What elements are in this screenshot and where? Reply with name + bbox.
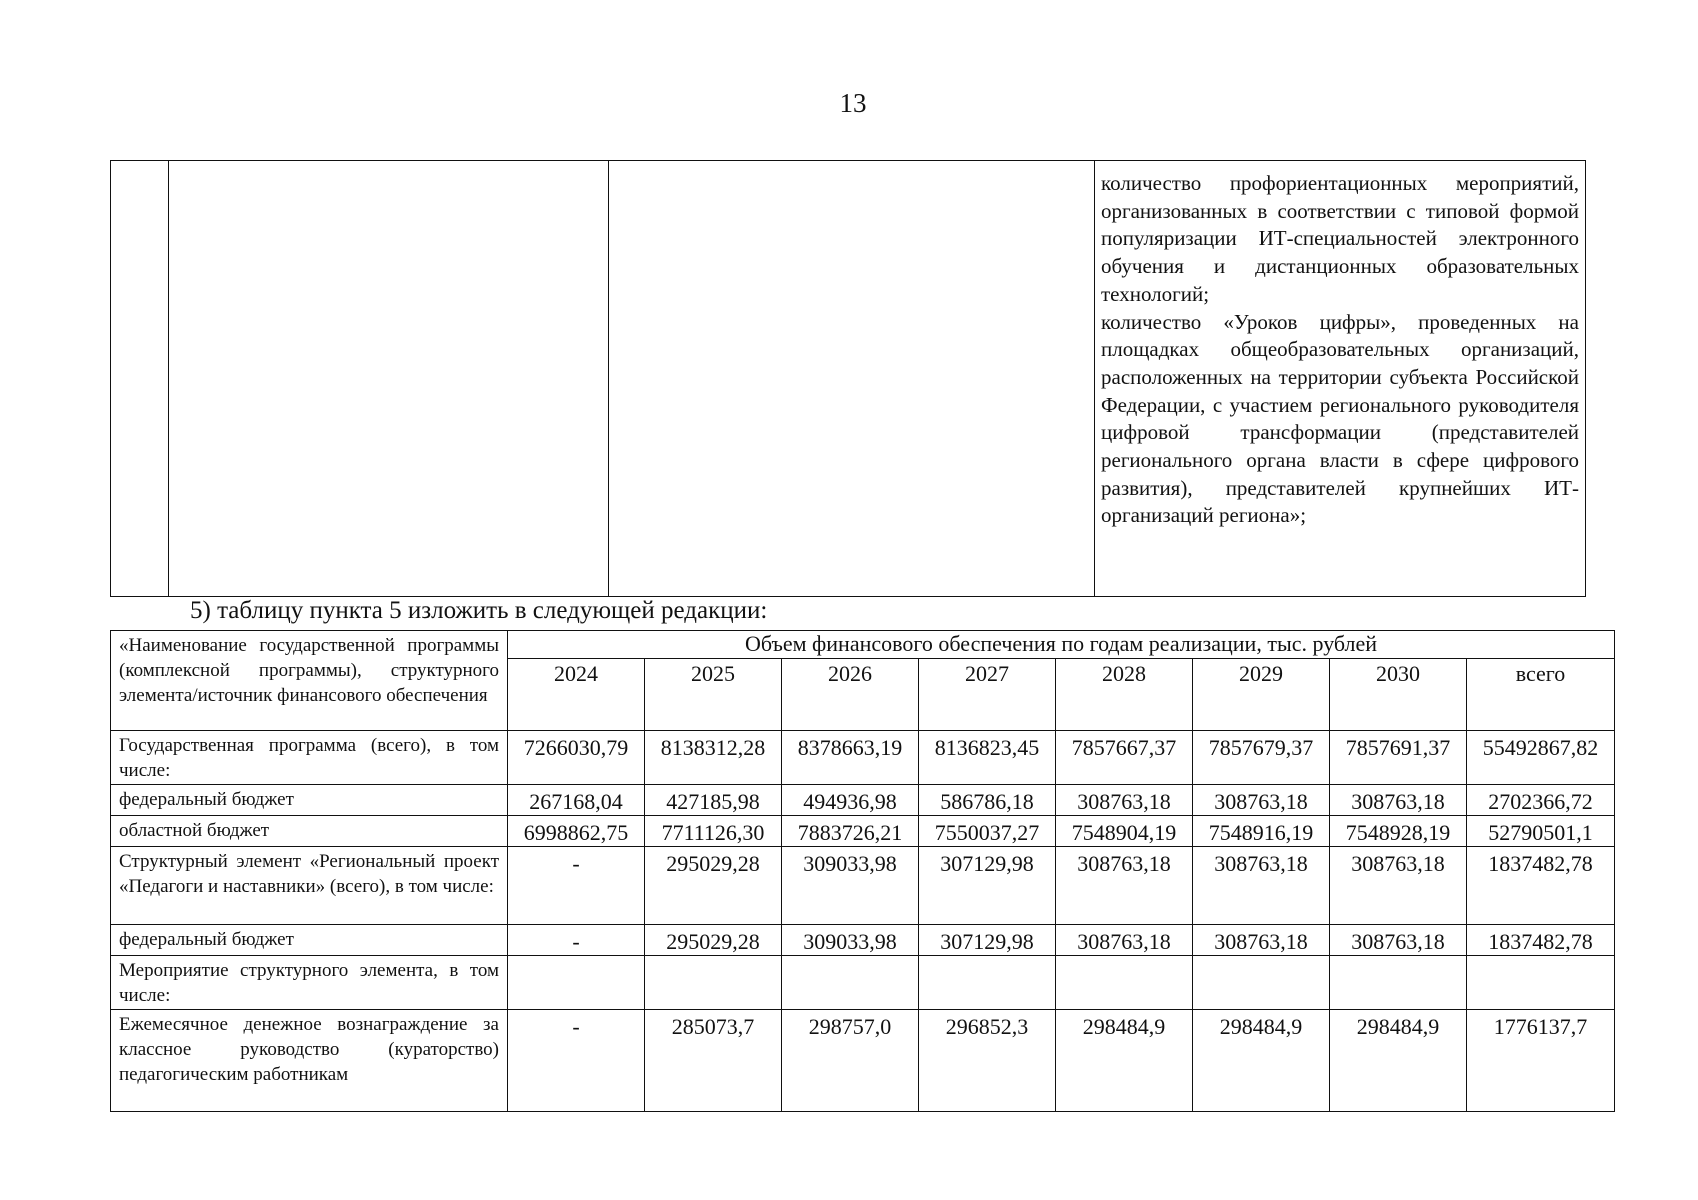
year-header: 2025 xyxy=(645,659,782,731)
value-cell: 295029,28 xyxy=(645,847,782,925)
value-cell xyxy=(508,956,645,1010)
total-cell: 1837482,78 xyxy=(1467,925,1615,956)
value-cell: 7857691,37 xyxy=(1330,731,1467,785)
year-header: 2024 xyxy=(508,659,645,731)
row-name: федеральный бюджет xyxy=(111,785,508,816)
value-cell: 295029,28 xyxy=(645,925,782,956)
value-cell xyxy=(919,956,1056,1010)
value-cell: - xyxy=(508,925,645,956)
finance-table xyxy=(110,630,1615,1112)
value-cell: 7548928,19 xyxy=(1330,816,1467,847)
year-header: 2028 xyxy=(1056,659,1193,731)
value-cell xyxy=(1056,956,1193,1010)
value-cell: 308763,18 xyxy=(1330,785,1467,816)
row-name: областной бюджет xyxy=(111,816,508,847)
value-cell: 308763,18 xyxy=(1330,847,1467,925)
value-cell: 7548916,19 xyxy=(1193,816,1330,847)
indicators-text xyxy=(1095,161,1585,534)
value-cell: 6998862,75 xyxy=(508,816,645,847)
table-row xyxy=(111,731,1615,785)
total-cell: 55492867,82 xyxy=(1467,731,1615,785)
value-cell: 298484,9 xyxy=(1056,1010,1193,1112)
total-cell xyxy=(1467,956,1615,1010)
cell-number-empty xyxy=(111,161,169,597)
table-row xyxy=(111,956,1615,1010)
value-cell: 8378663,19 xyxy=(782,731,919,785)
value-cell: 308763,18 xyxy=(1193,785,1330,816)
value-cell xyxy=(645,956,782,1010)
amendment-instruction: 5) таблицу пункта 5 изложить в следующей редакции: xyxy=(190,597,768,624)
year-header: 2027 xyxy=(919,659,1056,731)
value-cell: 298484,9 xyxy=(1330,1010,1467,1112)
name-column-header: «Наименование государственной программы (комплексной программы), структурного элемента/источник финансового обеспечения xyxy=(111,631,508,731)
value-cell: 8136823,45 xyxy=(919,731,1056,785)
value-cell: 7550037,27 xyxy=(919,816,1056,847)
value-cell: 586786,18 xyxy=(919,785,1056,816)
year-header: 2029 xyxy=(1193,659,1330,731)
value-cell: 309033,98 xyxy=(782,925,919,956)
row-name: Государственная программа (всего), в том числе: xyxy=(111,731,508,785)
indicator-paragraph: количество «Уроков цифры», проведенных на площадках общеобразовательных организаций, расположенных на территории субъекта Российской Федерации, с участием регионального руководителя цифровой трансформации (представителей регионального органа власти в сфере цифрового развития), представителей крупнейших ИТ-организаций региона»; xyxy=(1101,309,1579,528)
value-cell: 298757,0 xyxy=(782,1010,919,1112)
value-cell: 427185,98 xyxy=(645,785,782,816)
table-row xyxy=(111,816,1615,847)
value-cell: 267168,04 xyxy=(508,785,645,816)
value-cell: 308763,18 xyxy=(1330,925,1467,956)
header-row xyxy=(111,631,1615,659)
volume-header: Объем финансового обеспечения по годам реализации, тыс. рублей xyxy=(508,631,1615,659)
value-cell: 308763,18 xyxy=(1056,785,1193,816)
table-row xyxy=(111,1010,1615,1112)
indicator-paragraph: количество профориентационных мероприятий, организованных в соответствии с типовой формой популяризации ИТ-специальностей электронного обучения и дистанционных образовательных технологий; xyxy=(1101,171,1579,306)
cell-indicators xyxy=(1095,161,1586,597)
value-cell: 307129,98 xyxy=(919,925,1056,956)
value-cell: 7857667,37 xyxy=(1056,731,1193,785)
value-cell: 7711126,30 xyxy=(645,816,782,847)
value-cell: 7548904,19 xyxy=(1056,816,1193,847)
value-cell: 285073,7 xyxy=(645,1010,782,1112)
value-cell: 494936,98 xyxy=(782,785,919,816)
total-cell: 1776137,7 xyxy=(1467,1010,1615,1112)
row-name: Структурный элемент «Региональный проект «Педагоги и наставники» (всего), в том числе: xyxy=(111,847,508,925)
value-cell xyxy=(1193,956,1330,1010)
value-cell: 308763,18 xyxy=(1056,847,1193,925)
value-cell: 7857679,37 xyxy=(1193,731,1330,785)
value-cell: - xyxy=(508,847,645,925)
value-cell: 298484,9 xyxy=(1193,1010,1330,1112)
cell-name-empty xyxy=(169,161,609,597)
value-cell: 7883726,21 xyxy=(782,816,919,847)
value-cell: 308763,18 xyxy=(1193,847,1330,925)
total-cell: 1837482,78 xyxy=(1467,847,1615,925)
value-cell: 308763,18 xyxy=(1056,925,1193,956)
year-header: 2026 xyxy=(782,659,919,731)
total-header: всего xyxy=(1467,659,1615,731)
continuation-table xyxy=(110,160,1586,597)
total-cell: 2702366,72 xyxy=(1467,785,1615,816)
value-cell: 8138312,28 xyxy=(645,731,782,785)
value-cell: 308763,18 xyxy=(1193,925,1330,956)
value-cell: 296852,3 xyxy=(919,1010,1056,1112)
value-cell: 7266030,79 xyxy=(508,731,645,785)
table-row xyxy=(111,785,1615,816)
row-name: Ежемесячное денежное вознаграждение за классное руководство (кураторство) педагогическим работникам xyxy=(111,1010,508,1112)
cell-result-empty xyxy=(609,161,1095,597)
value-cell: 307129,98 xyxy=(919,847,1056,925)
continuation-row xyxy=(111,161,1586,597)
table-row xyxy=(111,925,1615,956)
table-row xyxy=(111,847,1615,925)
row-name: федеральный бюджет xyxy=(111,925,508,956)
value-cell: - xyxy=(508,1010,645,1112)
value-cell xyxy=(782,956,919,1010)
value-cell: 309033,98 xyxy=(782,847,919,925)
total-cell: 52790501,1 xyxy=(1467,816,1615,847)
row-name: Мероприятие структурного элемента, в том числе: xyxy=(111,956,508,1010)
page-number: 13 xyxy=(839,88,867,118)
year-header: 2030 xyxy=(1330,659,1467,731)
value-cell xyxy=(1330,956,1467,1010)
